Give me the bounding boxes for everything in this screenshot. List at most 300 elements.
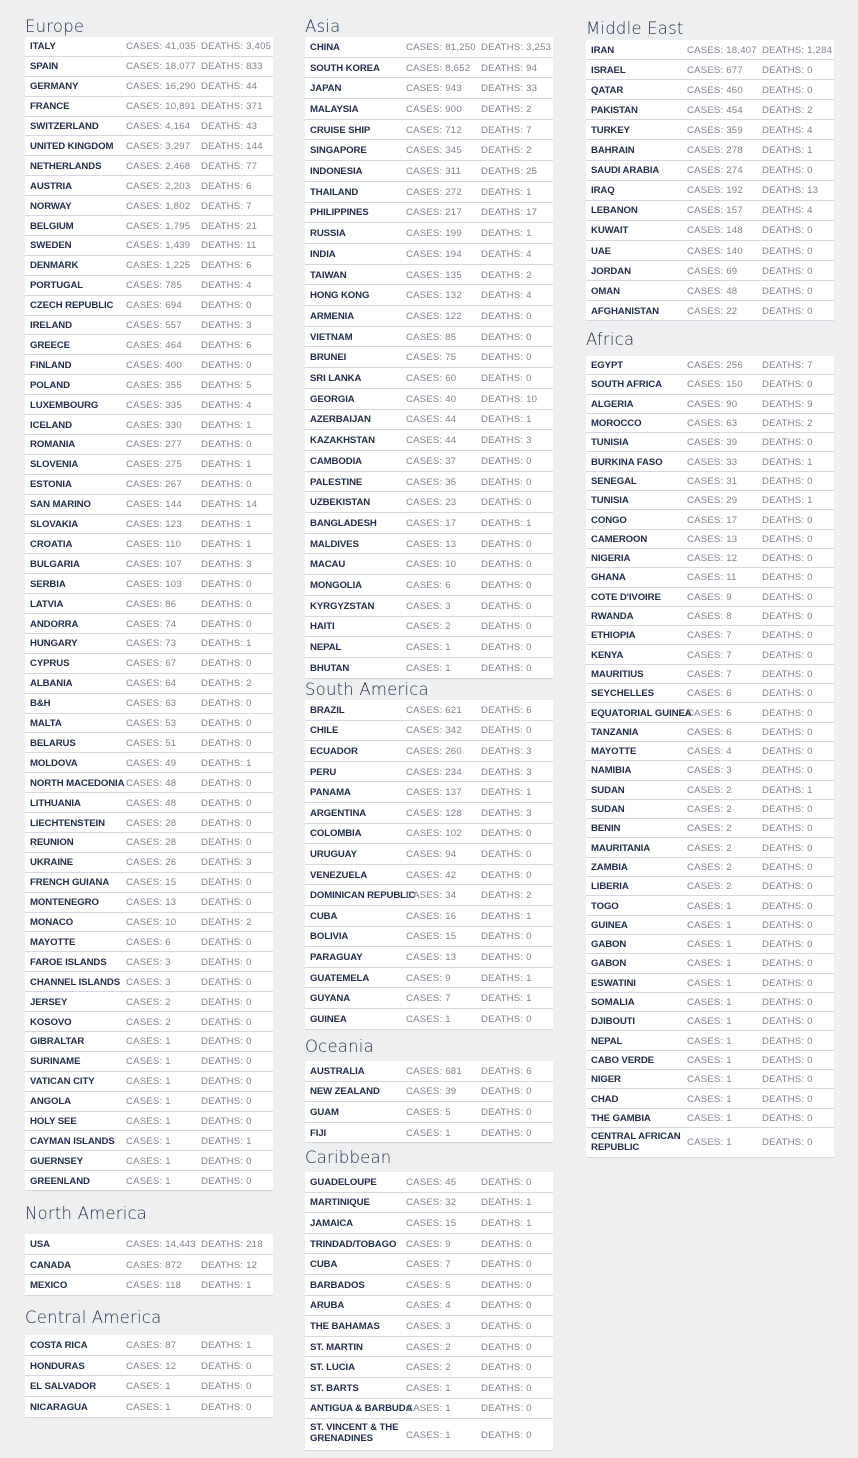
table-row — [305, 1357, 553, 1378]
country-name: ST. BARTS — [310, 1382, 359, 1394]
death-count: DEATHS: 0 — [201, 777, 252, 789]
country-name: ST. MARTIN — [310, 1341, 363, 1353]
death-count: DEATHS: 0 — [762, 1112, 813, 1124]
case-count: CASES: 10,891 — [126, 101, 196, 113]
table-row — [25, 833, 273, 853]
table-row — [305, 430, 553, 451]
death-count: DEATHS: 0 — [762, 688, 813, 700]
country-name: MEXICO — [30, 1280, 68, 1292]
case-count: CASES: 681 — [406, 1065, 462, 1077]
case-count: CASES: 2 — [687, 861, 732, 873]
death-count: DEATHS: 0 — [481, 1341, 532, 1353]
country-name: BAHRAIN — [591, 145, 635, 157]
table-row — [25, 455, 273, 475]
case-count: CASES: 122 — [406, 310, 462, 322]
section-title-central-america: Central America — [25, 1308, 162, 1327]
case-count: CASES: 33 — [687, 456, 738, 468]
table-row — [305, 327, 553, 348]
table-row — [586, 80, 834, 100]
table-row — [25, 1255, 273, 1276]
case-count: CASES: 2,203 — [126, 180, 191, 192]
table-row — [305, 534, 553, 555]
death-count: DEATHS: 4 — [762, 205, 813, 217]
table-row — [25, 57, 273, 77]
country-name: CAYMAN ISLANDS — [30, 1135, 115, 1147]
country-name: SRI LANKA — [310, 373, 362, 385]
case-count: CASES: 85 — [406, 331, 457, 343]
death-count: DEATHS: 6 — [201, 339, 252, 351]
death-count: DEATHS: 0 — [201, 1175, 252, 1187]
case-count: CASES: 87 — [126, 1339, 177, 1351]
country-name: THE BAHAMAS — [310, 1320, 380, 1332]
country-name: MALDIVES — [310, 538, 359, 550]
country-name: POLAND — [30, 379, 70, 391]
country-name: KOSOVO — [30, 1016, 72, 1028]
death-count: DEATHS: 10 — [481, 393, 538, 405]
table-row — [305, 1254, 553, 1275]
case-count: CASES: 67 — [126, 658, 177, 670]
death-count: DEATHS: 2 — [201, 678, 252, 690]
country-name: SURINAME — [30, 1056, 81, 1068]
table-row — [25, 753, 273, 773]
country-name: BULGARIA — [30, 558, 80, 570]
table-row — [25, 654, 273, 674]
case-count: CASES: 132 — [406, 290, 462, 302]
table-row — [25, 515, 273, 535]
country-name: HONG KONG — [310, 290, 370, 302]
case-count: CASES: 272 — [406, 186, 462, 198]
country-name: BELARUS — [30, 737, 76, 749]
table-row — [586, 375, 834, 394]
death-count: DEATHS: 0 — [201, 1381, 252, 1393]
death-count: DEATHS: 43 — [201, 121, 258, 133]
case-count: CASES: 103 — [126, 578, 182, 590]
table-north-america — [25, 1234, 273, 1296]
table-row — [25, 913, 273, 933]
country-name: HOLY SEE — [30, 1116, 77, 1128]
country-name: UNITED KINGDOM — [30, 140, 114, 152]
death-count: DEATHS: 0 — [201, 359, 252, 371]
table-row — [305, 762, 553, 783]
death-count: DEATHS: 9 — [762, 398, 813, 410]
country-name: JERSEY — [30, 996, 68, 1008]
country-name: NEPAL — [310, 642, 342, 654]
country-name: CAMBODIA — [310, 455, 362, 467]
country-name: TUNISIA — [591, 495, 629, 507]
death-count: DEATHS: 1 — [481, 910, 532, 922]
case-count: CASES: 31 — [687, 475, 738, 487]
death-count: DEATHS: 0 — [762, 1054, 813, 1066]
death-count: DEATHS: 1 — [481, 787, 532, 799]
death-count: DEATHS: 0 — [201, 698, 252, 710]
death-count: DEATHS: 0 — [762, 765, 813, 777]
country-name: MACAU — [310, 559, 346, 571]
table-row — [586, 588, 834, 607]
case-count: CASES: 42 — [406, 869, 457, 881]
table-africa — [586, 356, 834, 1158]
country-name: NIGER — [591, 1074, 621, 1086]
country-name: USA — [30, 1238, 50, 1250]
death-count: DEATHS: 0 — [481, 476, 532, 488]
table-row — [305, 58, 553, 79]
death-count: DEATHS: 3 — [201, 558, 252, 570]
section-title-africa: Africa — [586, 330, 635, 349]
death-count: DEATHS: 218 — [201, 1238, 263, 1250]
table-row — [586, 433, 834, 452]
country-name: KAZAKHSTAN — [310, 435, 375, 447]
country-name: CONGO — [591, 514, 627, 526]
table-row — [305, 306, 553, 327]
country-name: PANAMA — [310, 787, 351, 799]
case-count: CASES: 157 — [687, 205, 743, 217]
death-count: DEATHS: 0 — [481, 869, 532, 881]
country-name: CUBA — [310, 1259, 338, 1271]
case-count: CASES: 2 — [406, 1341, 451, 1353]
case-count: CASES: 1 — [126, 1056, 171, 1068]
country-name: LIBERIA — [591, 881, 629, 893]
country-name: MALAYSIA — [310, 103, 359, 115]
table-row — [305, 700, 553, 721]
case-count: CASES: 14,443 — [126, 1238, 196, 1250]
death-count: DEATHS: 0 — [201, 1096, 252, 1108]
section-title-south-america: South America — [305, 680, 429, 699]
country-name: UZBEKISTAN — [310, 497, 371, 509]
case-count: CASES: 45 — [406, 1176, 457, 1188]
case-count: CASES: 73 — [126, 638, 177, 650]
death-count: DEATHS: 0 — [762, 1074, 813, 1086]
country-name: CHILE — [310, 725, 339, 737]
case-count: CASES: 345 — [406, 145, 462, 157]
table-row — [305, 99, 553, 120]
death-count: DEATHS: 0 — [481, 600, 532, 612]
death-count: DEATHS: 0 — [762, 804, 813, 816]
case-count: CASES: 28 — [126, 817, 177, 829]
country-name: BURKINA FASO — [591, 456, 663, 468]
death-count: DEATHS: 1 — [201, 1280, 252, 1292]
table-row — [25, 1397, 273, 1418]
case-count: CASES: 1,439 — [126, 240, 191, 252]
case-count: CASES: 1 — [126, 1076, 171, 1088]
table-row — [25, 1171, 273, 1191]
case-count: CASES: 11 — [687, 572, 737, 584]
case-count: CASES: 69 — [687, 265, 738, 277]
table-row — [305, 885, 553, 906]
death-count: DEATHS: 3 — [201, 320, 252, 332]
country-name: ARMENIA — [310, 310, 355, 322]
country-name: CHINA — [310, 41, 340, 53]
country-name: AUSTRIA — [30, 180, 72, 192]
death-count: DEATHS: 5 — [201, 379, 252, 391]
case-count: CASES: 400 — [126, 359, 182, 371]
country-name: MOROCCO — [591, 418, 642, 430]
death-count: DEATHS: 0 — [762, 553, 813, 565]
case-count: CASES: 8 — [687, 611, 732, 623]
table-row — [305, 844, 553, 865]
case-count: CASES: 1 — [126, 1135, 171, 1147]
table-row — [586, 414, 834, 433]
death-count: DEATHS: 0 — [201, 737, 252, 749]
country-name: LITHUANIA — [30, 797, 81, 809]
table-row — [305, 223, 553, 244]
country-name: BRAZIL — [310, 704, 345, 716]
case-count: CASES: 28 — [126, 837, 177, 849]
table-row — [305, 1102, 553, 1123]
table-oceania — [305, 1061, 553, 1143]
table-row — [25, 336, 273, 356]
table-row — [586, 800, 834, 819]
death-count: DEATHS: 2 — [481, 103, 532, 115]
table-row — [305, 1234, 553, 1255]
death-count: DEATHS: 0 — [481, 621, 532, 633]
death-count: DEATHS: 13 — [762, 185, 819, 197]
death-count: DEATHS: 0 — [201, 718, 252, 730]
table-row — [25, 156, 273, 176]
table-row — [25, 1132, 273, 1152]
table-row — [25, 535, 273, 555]
table-row — [25, 1275, 273, 1296]
case-count: CASES: 5 — [406, 1279, 451, 1291]
death-count: DEATHS: 0 — [201, 1401, 252, 1413]
case-count: CASES: 44 — [406, 414, 457, 426]
death-count: DEATHS: 0 — [762, 611, 813, 623]
table-row — [586, 181, 834, 201]
case-count: CASES: 53 — [126, 718, 177, 730]
table-row — [305, 988, 553, 1009]
case-count: CASES: 6 — [687, 688, 732, 700]
country-name: CAMEROON — [591, 533, 648, 545]
case-count: CASES: 63 — [687, 418, 738, 430]
table-row — [25, 793, 273, 813]
table-row — [25, 873, 273, 893]
table-row — [305, 78, 553, 99]
case-count: CASES: 118 — [126, 1280, 182, 1292]
case-count: CASES: 557 — [126, 320, 182, 332]
death-count: DEATHS: 1 — [201, 419, 252, 431]
death-count: DEATHS: 0 — [762, 64, 813, 76]
death-count: DEATHS: 0 — [481, 1127, 532, 1139]
death-count: DEATHS: 1 — [481, 1217, 532, 1229]
death-count: DEATHS: 2 — [762, 104, 813, 116]
death-count: DEATHS: 0 — [481, 1382, 532, 1394]
table-row — [305, 1193, 553, 1214]
case-count: CASES: 1 — [406, 1382, 451, 1394]
case-count: CASES: 1 — [687, 939, 732, 951]
death-count: DEATHS: 11 — [201, 240, 257, 252]
country-name: LEBANON — [591, 205, 638, 217]
case-count: CASES: 26 — [126, 857, 177, 869]
case-count: CASES: 16,290 — [126, 81, 196, 93]
country-name: GERMANY — [30, 81, 79, 93]
country-name: REUNION — [30, 837, 74, 849]
table-row — [305, 451, 553, 472]
country-name: KUWAIT — [591, 225, 629, 237]
table-row — [586, 819, 834, 838]
death-count: DEATHS: 0 — [762, 707, 813, 719]
country-name: NORWAY — [30, 200, 72, 212]
table-row — [305, 803, 553, 824]
table-row — [305, 182, 553, 203]
death-count: DEATHS: 0 — [762, 919, 813, 931]
table-row — [305, 865, 553, 886]
table-middle-east — [586, 40, 834, 321]
country-name: ETHIOPIA — [591, 630, 636, 642]
table-row — [305, 575, 553, 596]
case-count: CASES: 137 — [406, 787, 462, 799]
case-count: CASES: 13 — [406, 951, 457, 963]
table-row — [25, 1376, 273, 1397]
death-count: DEATHS: 44 — [201, 81, 258, 93]
table-row — [25, 236, 273, 256]
table-row — [25, 1151, 273, 1171]
death-count: DEATHS: 0 — [762, 746, 813, 758]
death-count: DEATHS: 1 — [762, 456, 813, 468]
table-row — [25, 1112, 273, 1132]
table-row — [586, 974, 834, 993]
table-row — [25, 296, 273, 316]
country-name: GUYANA — [310, 993, 351, 1005]
country-name: CHAD — [591, 1093, 619, 1105]
death-count: DEATHS: 0 — [481, 1086, 532, 1098]
table-row — [586, 395, 834, 414]
death-count: DEATHS: 0 — [201, 817, 252, 829]
death-count: DEATHS: 3,405 — [201, 41, 272, 53]
table-row — [25, 1052, 273, 1072]
table-row — [305, 637, 553, 658]
case-count: CASES: 48 — [126, 777, 177, 789]
country-name: SOMALIA — [591, 997, 635, 1009]
country-name: BRUNEI — [310, 352, 347, 364]
table-row — [25, 495, 273, 515]
case-count: CASES: 128 — [406, 807, 462, 819]
country-name: B&H — [30, 698, 51, 710]
case-count: CASES: 148 — [687, 225, 743, 237]
table-row — [586, 221, 834, 241]
table-row — [586, 100, 834, 120]
death-count: DEATHS: 2 — [481, 145, 532, 157]
case-count: CASES: 9 — [406, 1238, 451, 1250]
table-row — [25, 813, 273, 833]
case-count: CASES: 1 — [687, 977, 732, 989]
case-count: CASES: 256 — [687, 360, 743, 372]
table-row — [305, 265, 553, 286]
death-count: DEATHS: 1 — [481, 1197, 532, 1209]
case-count: CASES: 943 — [406, 83, 462, 95]
death-count: DEATHS: 1 — [201, 519, 252, 531]
table-row — [586, 1109, 834, 1128]
country-name: GREECE — [30, 339, 70, 351]
case-count: CASES: 2,468 — [126, 160, 191, 172]
table-row — [25, 554, 273, 574]
country-name: FINLAND — [30, 359, 72, 371]
table-row — [305, 492, 553, 513]
case-count: CASES: 107 — [126, 558, 182, 570]
death-count: DEATHS: 3 — [481, 766, 532, 778]
country-name: SEYCHELLES — [591, 688, 654, 700]
case-count: CASES: 1 — [126, 1381, 171, 1393]
case-count: CASES: 2 — [406, 1362, 451, 1374]
country-name: SAN MARINO — [30, 499, 91, 511]
death-count: DEATHS: 0 — [481, 1238, 532, 1250]
case-count: CASES: 3 — [406, 1320, 451, 1332]
case-count: CASES: 335 — [126, 399, 182, 411]
table-row — [586, 742, 834, 761]
case-count: CASES: 194 — [406, 248, 462, 260]
case-count: CASES: 74 — [126, 618, 177, 630]
country-name: UKRAINE — [30, 857, 74, 869]
section-title-asia: Asia — [305, 17, 341, 36]
death-count: DEATHS: 6 — [481, 1065, 532, 1077]
section-title-caribbean: Caribbean — [305, 1148, 392, 1167]
death-count: DEATHS: 0 — [762, 533, 813, 545]
table-row — [586, 201, 834, 221]
case-count: CASES: 13 — [406, 538, 457, 550]
table-row — [25, 1092, 273, 1112]
case-count: CASES: 460 — [687, 84, 743, 96]
death-count: DEATHS: 0 — [201, 1116, 252, 1128]
case-count: CASES: 60 — [406, 373, 457, 385]
case-count: CASES: 217 — [406, 207, 462, 219]
death-count: DEATHS: 1 — [481, 972, 532, 984]
table-row — [305, 1123, 553, 1144]
table-row — [305, 389, 553, 410]
table-row — [586, 1051, 834, 1070]
case-count: CASES: 17 — [687, 514, 738, 526]
case-count: CASES: 48 — [126, 797, 177, 809]
death-count: DEATHS: 1 — [201, 1339, 252, 1351]
death-count: DEATHS: 0 — [481, 1259, 532, 1271]
death-count: DEATHS: 0 — [201, 996, 252, 1008]
country-name: PERU — [310, 766, 337, 778]
table-row — [25, 435, 273, 455]
table-central-america — [25, 1335, 273, 1418]
country-name: PALESTINE — [310, 476, 363, 488]
table-row — [586, 356, 834, 375]
country-name: ECUADOR — [310, 745, 358, 757]
country-name: PAKISTAN — [591, 104, 638, 116]
country-name: MAYOTTE — [30, 936, 76, 948]
table-caribbean — [305, 1172, 553, 1451]
death-count: DEATHS: 1,284 — [762, 44, 833, 56]
country-name: UAE — [591, 245, 611, 257]
case-count: CASES: 1 — [687, 1112, 732, 1124]
country-name: DJIBOUTI — [591, 1016, 635, 1028]
case-count: CASES: 1 — [406, 662, 451, 674]
death-count: DEATHS: 1 — [481, 993, 532, 1005]
table-row — [586, 453, 834, 472]
death-count: DEATHS: 0 — [201, 1036, 252, 1048]
case-count: CASES: 15 — [406, 1217, 457, 1229]
country-name: MONACO — [30, 917, 74, 929]
case-count: CASES: 278 — [687, 145, 743, 157]
country-name: MARTINIQUE — [310, 1197, 370, 1209]
country-name: KYRGYZSTAN — [310, 600, 375, 612]
country-name: CROATIA — [30, 538, 73, 550]
table-row — [25, 1335, 273, 1356]
country-name: CRUISE SHIP — [310, 124, 371, 136]
case-count: CASES: 2 — [687, 842, 732, 854]
table-row — [305, 161, 553, 182]
table-row — [586, 241, 834, 261]
table-row — [25, 992, 273, 1012]
death-count: DEATHS: 0 — [201, 578, 252, 590]
death-count: DEATHS: 0 — [762, 591, 813, 603]
death-count: DEATHS: 94 — [481, 62, 538, 74]
death-count: DEATHS: 144 — [201, 140, 263, 152]
table-row — [305, 1378, 553, 1399]
case-count: CASES: 355 — [126, 379, 182, 391]
country-name: INDONESIA — [310, 166, 363, 178]
case-count: CASES: 1 — [687, 919, 732, 931]
